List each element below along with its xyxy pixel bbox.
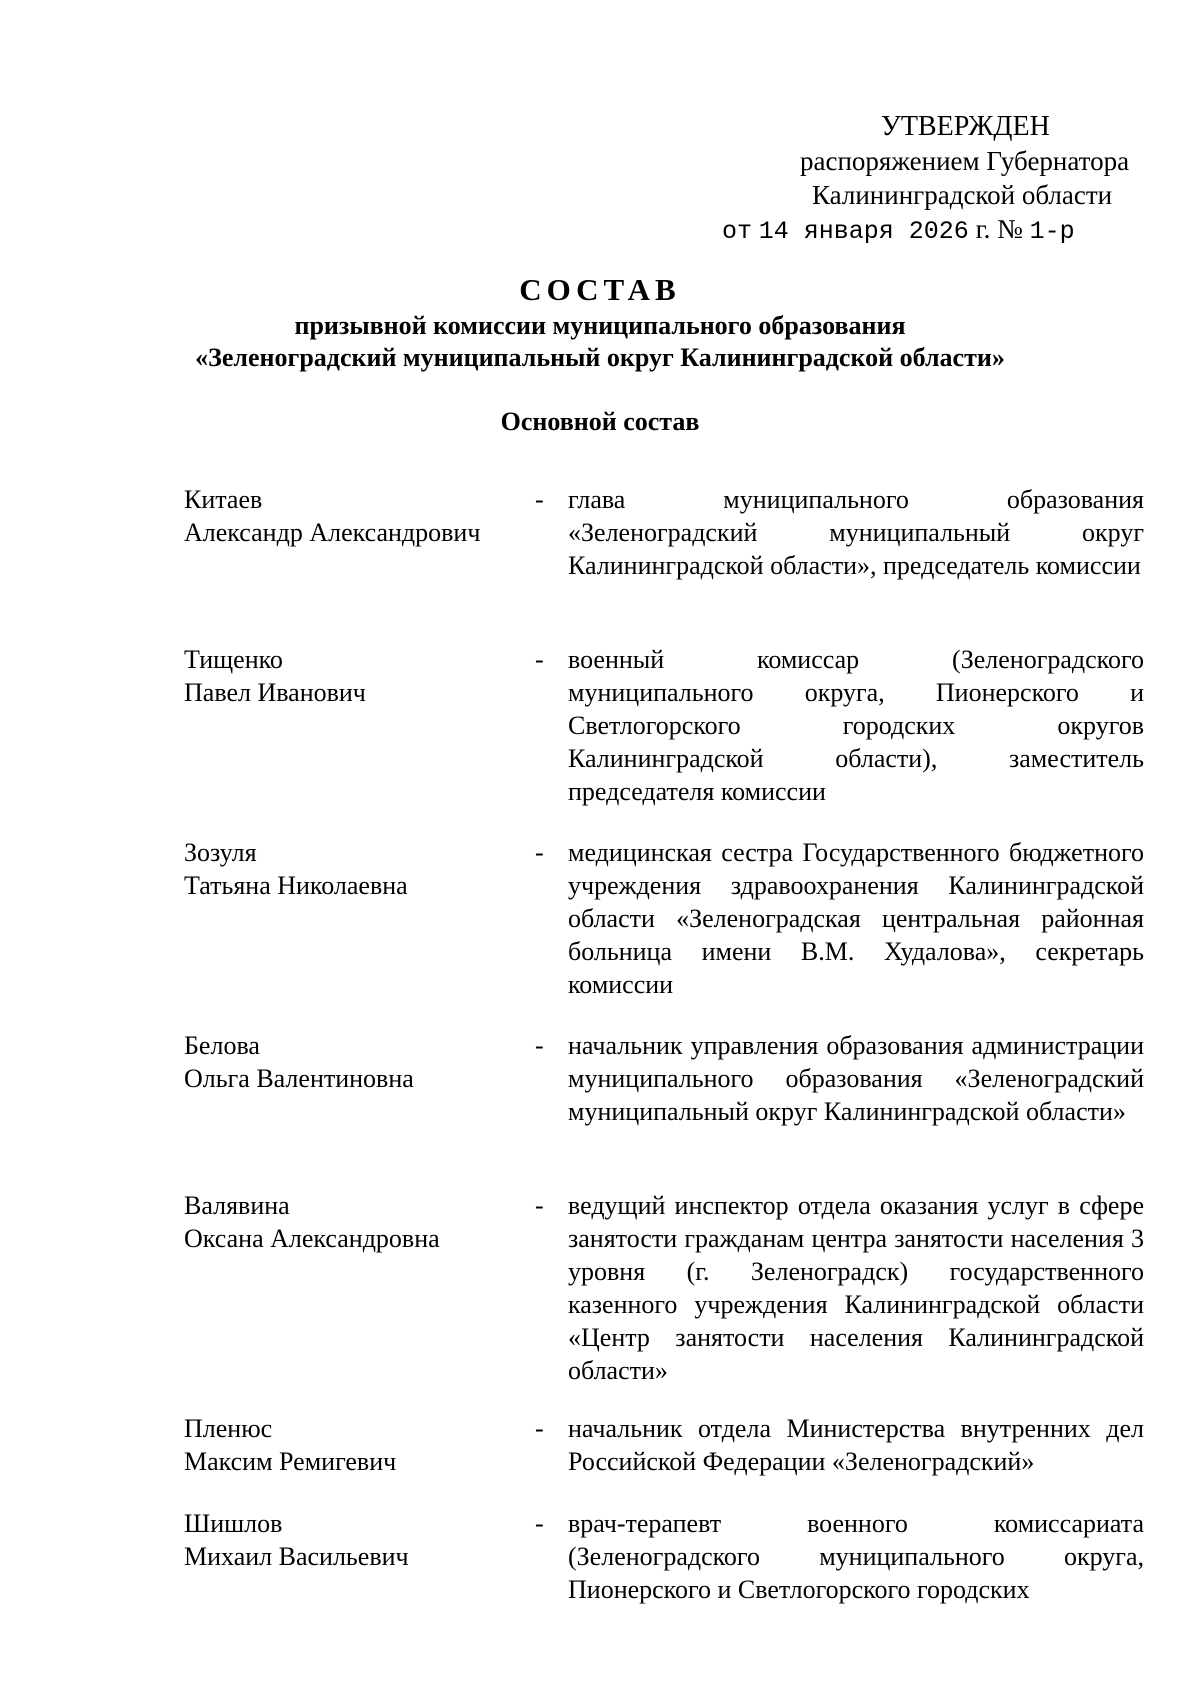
member-dash: -: [535, 838, 544, 867]
member-role: врач-терапевт военного комиссариата (Зеленоградского муниципального округа, Пионерского и Светлогорского городских: [568, 1509, 1144, 1604]
member-name: [184, 1189, 524, 1255]
date-value: 14 января 2026: [758, 217, 969, 246]
member-given-names: Татьяна Николаевна: [184, 871, 408, 900]
member-given-names: Павел Иванович: [184, 678, 366, 707]
member-name: [184, 643, 524, 709]
date-suffix: г. №: [975, 214, 1023, 244]
document-heading: [100, 270, 1100, 374]
member-name: [184, 1029, 524, 1095]
member-given-names: Ольга Валентиновна: [184, 1064, 414, 1093]
member-given-names: Максим Ремигевич: [184, 1447, 397, 1476]
member-surname: Шишлов: [184, 1509, 283, 1538]
member-role: медицинская сестра Государственного бюджетного учреждения здравоохранения Калининградской области «Зеленоградская центральная районная больница имени В.М. Худалова», секретарь комиссии: [568, 838, 1144, 999]
member-surname: Зозуля: [184, 838, 257, 867]
member-role: начальник управления образования администрации муниципального образования «Зеленоградский муниципальный округ Калининградской области»: [568, 1031, 1144, 1126]
member-dash: -: [535, 1414, 544, 1443]
member-given-names: Оксана Александровна: [184, 1224, 440, 1253]
document-subtitle-line1: призывной комиссии муниципального образования: [294, 311, 906, 340]
member-name: [184, 1412, 524, 1478]
member-dash: -: [535, 485, 544, 514]
member-role: глава муниципального образования «Зеленоградский муниципальный округ Калининградской области», председатель комиссии: [568, 485, 1144, 580]
member-dash: -: [535, 1509, 544, 1538]
document-subtitle-line2: «Зеленоградский муниципальный округ Калининградской области»: [195, 343, 1005, 372]
member-role: начальник отдела Министерства внутренних дел Российской Федерации «Зеленоградский»: [568, 1414, 1144, 1476]
member-given-names: Михаил Васильевич: [184, 1542, 409, 1571]
date-prefix: от: [722, 217, 753, 246]
member-name: [184, 836, 524, 902]
approval-date-line: [700, 212, 1150, 249]
member-name: [184, 1507, 524, 1573]
approval-title: УТВЕРЖДЕН: [881, 111, 1050, 142]
section-title: Основной состав: [500, 407, 700, 436]
approval-block: [700, 110, 1150, 249]
member-surname: Валявина: [184, 1191, 290, 1220]
member-name: [184, 483, 524, 549]
member-surname: Пленюс: [184, 1414, 273, 1443]
member-dash: -: [535, 645, 544, 674]
member-role: ведущий инспектор отдела оказания услуг в сфере занятости гражданам центра занятости населения 3 уровня (г. Зеленоградск) государственного казенного учреждения Калининградской области «Центр занятости населения Калининградской области»: [568, 1191, 1144, 1385]
member-surname: Белова: [184, 1031, 260, 1060]
member-dash: -: [535, 1191, 544, 1220]
member-role: военный комиссар (Зеленоградского муниципального округа, Пионерского и Светлогорского городских округов Калининградской области), заместитель председателя комиссии: [568, 645, 1144, 806]
member-surname: Тищенко: [184, 645, 283, 674]
member-given-names: Александр Александрович: [184, 518, 481, 547]
approval-region: Калининградской области: [812, 180, 1113, 210]
approval-authority: распоряжением Губернатора: [800, 146, 1130, 176]
order-number: 1-р: [1029, 217, 1075, 246]
member-surname: Китаев: [184, 485, 263, 514]
document-title: СОСТАВ: [519, 272, 681, 307]
member-dash: -: [535, 1031, 544, 1060]
